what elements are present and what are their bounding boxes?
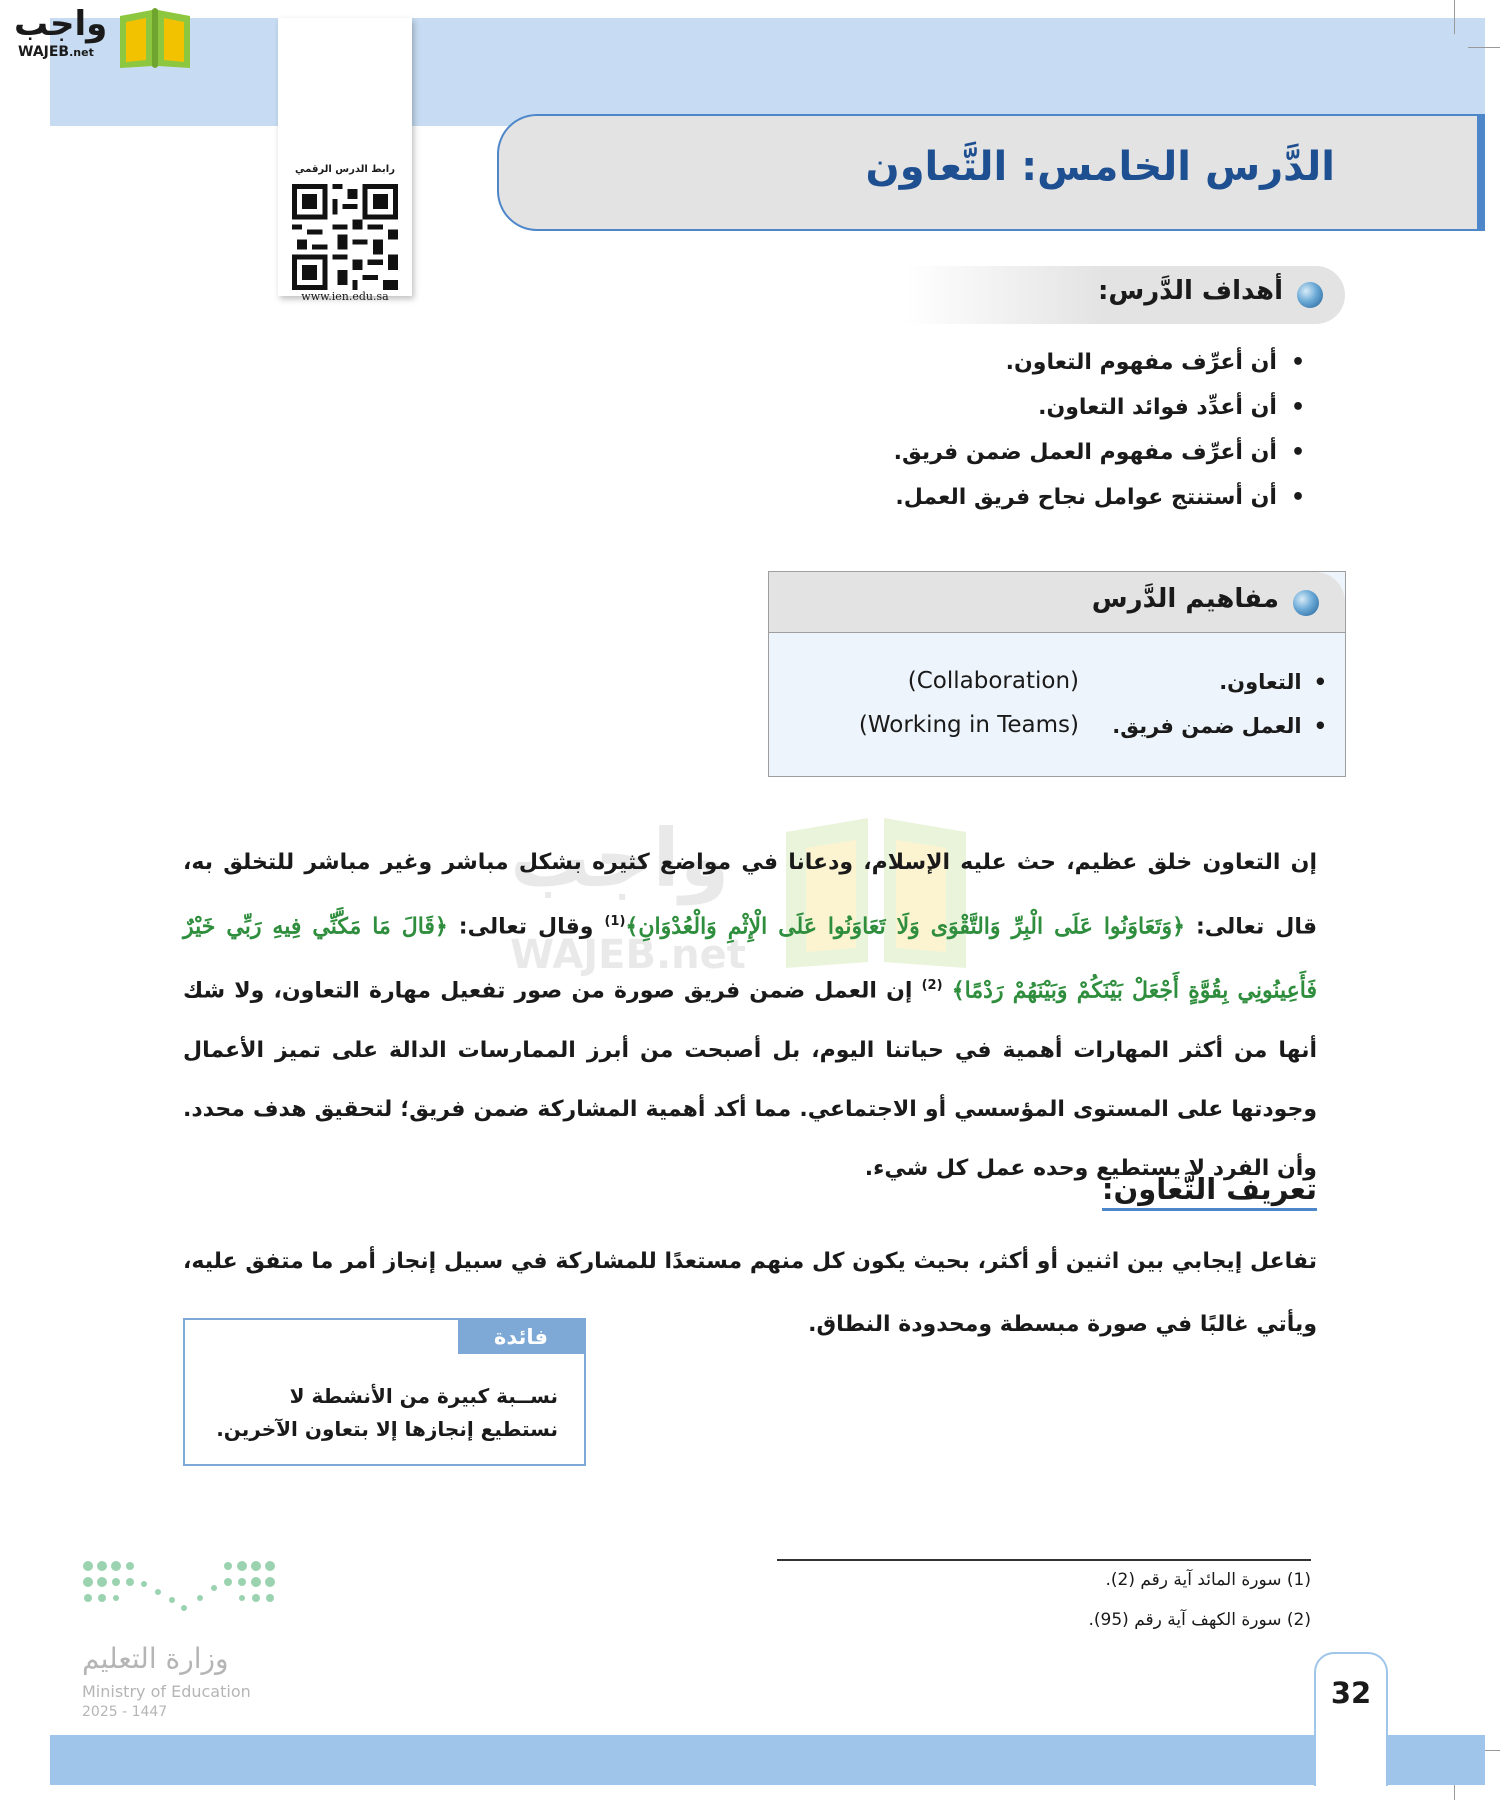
page-number-tab	[1314, 1652, 1388, 1786]
benefit-tag: فائدة	[458, 1320, 584, 1354]
watermark-arabic: واجب	[510, 812, 730, 905]
wajeb-logo-english: WAJEB.net	[18, 44, 94, 60]
concept-item	[787, 664, 1327, 704]
page-number: 32	[1330, 1676, 1372, 1710]
definition-text: تفاعل إيجابي بين اثنين أو أكثر، بحيث يكون كل منهم مستعدًا للمشاركة في سبيل إنجاز أمر ما متفق عليه، ويأتي غالبًا في صورة مبسطة ومحدودة النطاق.	[183, 1249, 1317, 1337]
title-accent-bar	[1477, 116, 1485, 229]
footnote-ref: (2)	[921, 978, 943, 994]
qr-code-icon[interactable]	[292, 184, 398, 290]
concept-arabic: • التعاون.	[1219, 670, 1327, 694]
wajeb-logo-arabic: واجب	[14, 4, 108, 44]
goals-list	[894, 340, 1305, 520]
goal-item: • أن أعدِّد فوائد التعاون.	[894, 385, 1305, 430]
goals-heading: أهداف الدَّرس:	[1097, 276, 1283, 306]
concepts-heading-bar	[769, 572, 1345, 633]
benefit-box	[183, 1318, 586, 1466]
concept-item	[787, 708, 1327, 748]
concept-arabic: • العمل ضمن فريق.	[1112, 714, 1327, 738]
lesson-title-box	[497, 114, 1485, 231]
goal-item: • أن أستنتج عوامل نجاح فريق العمل.	[894, 475, 1305, 520]
concepts-box	[768, 571, 1346, 777]
intro-paragraph	[183, 833, 1317, 1198]
intro-text: وقال تعالى:	[447, 914, 605, 940]
footnote: (1) سورة المائد آية رقم (2).	[1105, 1570, 1311, 1590]
footnote-divider	[777, 1559, 1311, 1561]
quran-verse: ﴿قَالَ مَا مَكَّنِّي فِيهِ رَبِّي خَيْرٌ فَأَعِينُونِي بِقُوَّةٍ أَجْعَلْ بَيْنَكُمْ وَبَيْنَهُمْ رَدْمًا﴾	[183, 913, 1318, 1004]
book-icon	[116, 6, 194, 70]
top-header-band	[50, 18, 1485, 126]
ministry-logo	[80, 1558, 280, 1728]
wajeb-logo[interactable]	[8, 4, 188, 66]
crop-mark	[1468, 47, 1500, 48]
intro-text: إن العمل ضمن فريق صورة من صور تفعيل مهارة التعاون، ولا شك أنها من أكثر المهارات أهمية في حياتنا اليوم، بل أصبحت من أبرز الممارسات الدالة على تميز الأعمال وجودتها على المستوى المؤسسي أو الاجتماعي. مما أكد أهمية المشاركة ضمن فريق؛ لتحقيق هدف محدد. وأن الفرد لا يستطيع وحده عمل كل شيء.	[183, 978, 1317, 1181]
ministry-name-english: Ministry of Education	[82, 1682, 251, 1701]
concept-english: (Working in Teams)	[858, 712, 1079, 738]
concepts-heading: مفاهيم الدَّرس	[1091, 584, 1279, 614]
ministry-dots-icon	[80, 1558, 280, 1628]
blue-ball-icon	[1297, 282, 1323, 308]
benefit-text: نســبة كبيرة من الأنشطة لا نستطيع إنجازها إلا بتعاون الآخرين.	[216, 1384, 558, 1441]
qr-label: رابط الدرس الرقمي	[295, 164, 395, 175]
qr-url[interactable]: www.ien.edu.sa	[301, 290, 389, 303]
ministry-year: 2025 - 1447	[82, 1704, 168, 1720]
concept-english: (Collaboration)	[907, 668, 1079, 694]
goals-heading-bar	[905, 266, 1345, 324]
lesson-title: الدَّرس الخامس: التَّعاون	[865, 144, 1335, 190]
qr-card[interactable]	[278, 18, 412, 303]
footnote-ref: (1)	[604, 914, 626, 929]
goal-item: • أن أعرِّف مفهوم التعاون.	[894, 340, 1305, 385]
watermark-english: WAJEB.net	[510, 932, 746, 978]
quran-verse: ﴿وَتَعَاوَنُوا عَلَى الْبِرِّ وَالتَّقْوَى وَلَا تَعَاوَنُوا عَلَى الْإِثْمِ وَالْعُدْوَانِ﴾	[625, 913, 1185, 940]
crop-mark	[1454, 0, 1455, 34]
bottom-footer-band	[50, 1735, 1485, 1785]
footnote: (2) سورة الكهف آية رقم (95).	[1088, 1610, 1311, 1630]
intro-text: إن التعاون خلق عظيم، حث عليه الإسلام، ودعانا في مواضع كثيره بشكل مباشر وغير مباشر للتخلق به، قال تعالى:	[183, 850, 1317, 940]
blue-ball-icon	[1293, 590, 1319, 616]
goal-item: • أن أعرِّف مفهوم العمل ضمن فريق.	[894, 430, 1305, 475]
ministry-name-arabic: وزارة التعليم	[82, 1642, 229, 1675]
definition-heading: تعريف التَّعاون:	[1102, 1172, 1317, 1211]
